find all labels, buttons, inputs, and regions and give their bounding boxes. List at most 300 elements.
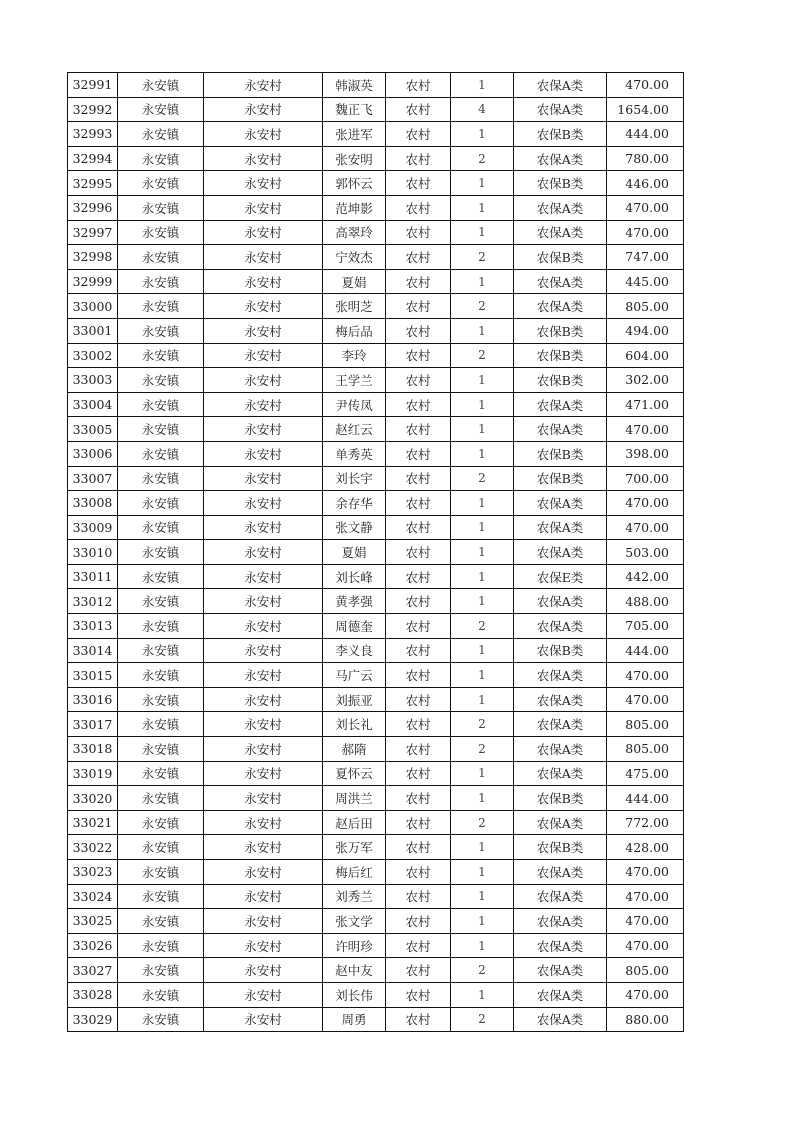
town-cell: 永安镇 bbox=[118, 663, 204, 688]
person-name-cell: 刘长峰 bbox=[323, 564, 386, 589]
person-name-cell: 张文静 bbox=[323, 515, 386, 540]
records-table bbox=[67, 72, 684, 1032]
amount-cell: 470.00 bbox=[607, 515, 684, 540]
person-name-cell: 王学兰 bbox=[323, 368, 386, 393]
member-count-cell: 1 bbox=[451, 73, 514, 98]
member-count-cell: 2 bbox=[451, 737, 514, 762]
person-name-cell: 刘长礼 bbox=[323, 712, 386, 737]
table-row bbox=[68, 220, 684, 245]
amount-cell: 747.00 bbox=[607, 245, 684, 270]
table-row bbox=[68, 909, 684, 934]
member-count-cell: 1 bbox=[451, 933, 514, 958]
village-cell: 永安村 bbox=[204, 982, 323, 1007]
person-name-cell: 周勇 bbox=[323, 1007, 386, 1032]
amount-cell: 470.00 bbox=[607, 491, 684, 516]
household-type-cell: 农村 bbox=[386, 245, 451, 270]
village-cell: 永安村 bbox=[204, 171, 323, 196]
person-name-cell: 高翠玲 bbox=[323, 220, 386, 245]
village-cell: 永安村 bbox=[204, 884, 323, 909]
table-body bbox=[68, 73, 684, 1032]
household-type-cell: 农村 bbox=[386, 515, 451, 540]
table-row bbox=[68, 933, 684, 958]
table-row bbox=[68, 540, 684, 565]
table-row bbox=[68, 737, 684, 762]
town-cell: 永安镇 bbox=[118, 318, 204, 343]
village-cell: 永安村 bbox=[204, 663, 323, 688]
village-cell: 永安村 bbox=[204, 245, 323, 270]
amount-cell: 444.00 bbox=[607, 786, 684, 811]
person-name-cell: 余存华 bbox=[323, 491, 386, 516]
table-row bbox=[68, 589, 684, 614]
member-count-cell: 1 bbox=[451, 220, 514, 245]
person-name-cell: 尹传凤 bbox=[323, 392, 386, 417]
record-id-cell: 33009 bbox=[68, 515, 118, 540]
record-id-cell: 33020 bbox=[68, 786, 118, 811]
person-name-cell: 单秀英 bbox=[323, 441, 386, 466]
record-id-cell: 33026 bbox=[68, 933, 118, 958]
household-type-cell: 农村 bbox=[386, 466, 451, 491]
record-id-cell: 33012 bbox=[68, 589, 118, 614]
village-cell: 永安村 bbox=[204, 491, 323, 516]
insurance-category-cell: 农保B类 bbox=[514, 245, 607, 270]
member-count-cell: 1 bbox=[451, 638, 514, 663]
household-type-cell: 农村 bbox=[386, 392, 451, 417]
record-id-cell: 33010 bbox=[68, 540, 118, 565]
town-cell: 永安镇 bbox=[118, 1007, 204, 1032]
person-name-cell: 张万军 bbox=[323, 835, 386, 860]
household-type-cell: 农村 bbox=[386, 712, 451, 737]
member-count-cell: 1 bbox=[451, 515, 514, 540]
household-type-cell: 农村 bbox=[386, 1007, 451, 1032]
member-count-cell: 1 bbox=[451, 687, 514, 712]
amount-cell: 445.00 bbox=[607, 269, 684, 294]
insurance-category-cell: 农保A类 bbox=[514, 737, 607, 762]
person-name-cell: 魏正飞 bbox=[323, 97, 386, 122]
table-row bbox=[68, 466, 684, 491]
member-count-cell: 2 bbox=[451, 146, 514, 171]
table-row bbox=[68, 614, 684, 639]
amount-cell: 470.00 bbox=[607, 687, 684, 712]
town-cell: 永安镇 bbox=[118, 392, 204, 417]
member-count-cell: 1 bbox=[451, 540, 514, 565]
member-count-cell: 1 bbox=[451, 663, 514, 688]
member-count-cell: 2 bbox=[451, 466, 514, 491]
member-count-cell: 2 bbox=[451, 343, 514, 368]
town-cell: 永安镇 bbox=[118, 810, 204, 835]
record-id-cell: 32993 bbox=[68, 122, 118, 147]
member-count-cell: 1 bbox=[451, 982, 514, 1007]
town-cell: 永安镇 bbox=[118, 933, 204, 958]
insurance-category-cell: 农保A类 bbox=[514, 958, 607, 983]
amount-cell: 444.00 bbox=[607, 122, 684, 147]
insurance-category-cell: 农保A类 bbox=[514, 810, 607, 835]
household-type-cell: 农村 bbox=[386, 122, 451, 147]
amount-cell: 470.00 bbox=[607, 982, 684, 1007]
household-type-cell: 农村 bbox=[386, 835, 451, 860]
amount-cell: 428.00 bbox=[607, 835, 684, 860]
table-row bbox=[68, 810, 684, 835]
amount-cell: 805.00 bbox=[607, 737, 684, 762]
record-id-cell: 33023 bbox=[68, 860, 118, 885]
town-cell: 永安镇 bbox=[118, 146, 204, 171]
member-count-cell: 1 bbox=[451, 368, 514, 393]
member-count-cell: 2 bbox=[451, 245, 514, 270]
record-id-cell: 33024 bbox=[68, 884, 118, 909]
household-type-cell: 农村 bbox=[386, 441, 451, 466]
record-id-cell: 33003 bbox=[68, 368, 118, 393]
amount-cell: 470.00 bbox=[607, 860, 684, 885]
record-id-cell: 33002 bbox=[68, 343, 118, 368]
table-row bbox=[68, 515, 684, 540]
table-row bbox=[68, 1007, 684, 1032]
table-row bbox=[68, 638, 684, 663]
village-cell: 永安村 bbox=[204, 687, 323, 712]
person-name-cell: 刘振亚 bbox=[323, 687, 386, 712]
person-name-cell: 张文学 bbox=[323, 909, 386, 934]
amount-cell: 700.00 bbox=[607, 466, 684, 491]
record-id-cell: 32991 bbox=[68, 73, 118, 98]
household-type-cell: 农村 bbox=[386, 909, 451, 934]
household-type-cell: 农村 bbox=[386, 195, 451, 220]
town-cell: 永安镇 bbox=[118, 687, 204, 712]
record-id-cell: 33011 bbox=[68, 564, 118, 589]
village-cell: 永安村 bbox=[204, 318, 323, 343]
amount-cell: 494.00 bbox=[607, 318, 684, 343]
village-cell: 永安村 bbox=[204, 122, 323, 147]
person-name-cell: 范坤影 bbox=[323, 195, 386, 220]
member-count-cell: 1 bbox=[451, 564, 514, 589]
person-name-cell: 许明珍 bbox=[323, 933, 386, 958]
table-row bbox=[68, 97, 684, 122]
household-type-cell: 农村 bbox=[386, 786, 451, 811]
person-name-cell: 赵红云 bbox=[323, 417, 386, 442]
member-count-cell: 1 bbox=[451, 269, 514, 294]
household-type-cell: 农村 bbox=[386, 982, 451, 1007]
amount-cell: 470.00 bbox=[607, 73, 684, 98]
amount-cell: 772.00 bbox=[607, 810, 684, 835]
village-cell: 永安村 bbox=[204, 269, 323, 294]
insurance-category-cell: 农保A类 bbox=[514, 220, 607, 245]
insurance-category-cell: 农保A类 bbox=[514, 392, 607, 417]
member-count-cell: 1 bbox=[451, 195, 514, 220]
household-type-cell: 农村 bbox=[386, 737, 451, 762]
insurance-category-cell: 农保B类 bbox=[514, 368, 607, 393]
member-count-cell: 1 bbox=[451, 589, 514, 614]
insurance-category-cell: 农保A类 bbox=[514, 417, 607, 442]
village-cell: 永安村 bbox=[204, 933, 323, 958]
amount-cell: 805.00 bbox=[607, 294, 684, 319]
village-cell: 永安村 bbox=[204, 860, 323, 885]
amount-cell: 805.00 bbox=[607, 712, 684, 737]
amount-cell: 470.00 bbox=[607, 909, 684, 934]
insurance-category-cell: 农保B类 bbox=[514, 466, 607, 491]
person-name-cell: 刘秀兰 bbox=[323, 884, 386, 909]
town-cell: 永安镇 bbox=[118, 195, 204, 220]
insurance-category-cell: 农保A类 bbox=[514, 491, 607, 516]
insurance-category-cell: 农保A类 bbox=[514, 687, 607, 712]
person-name-cell: 郭怀云 bbox=[323, 171, 386, 196]
member-count-cell: 1 bbox=[451, 909, 514, 934]
person-name-cell: 梅后红 bbox=[323, 860, 386, 885]
person-name-cell: 黄孝强 bbox=[323, 589, 386, 614]
table-row bbox=[68, 245, 684, 270]
amount-cell: 470.00 bbox=[607, 220, 684, 245]
insurance-category-cell: 农保A类 bbox=[514, 294, 607, 319]
insurance-category-cell: 农保A类 bbox=[514, 146, 607, 171]
household-type-cell: 农村 bbox=[386, 343, 451, 368]
household-type-cell: 农村 bbox=[386, 491, 451, 516]
member-count-cell: 1 bbox=[451, 318, 514, 343]
household-type-cell: 农村 bbox=[386, 318, 451, 343]
village-cell: 永安村 bbox=[204, 195, 323, 220]
amount-cell: 470.00 bbox=[607, 417, 684, 442]
town-cell: 永安镇 bbox=[118, 491, 204, 516]
person-name-cell: 李义良 bbox=[323, 638, 386, 663]
person-name-cell: 刘长伟 bbox=[323, 982, 386, 1007]
member-count-cell: 2 bbox=[451, 810, 514, 835]
household-type-cell: 农村 bbox=[386, 146, 451, 171]
member-count-cell: 1 bbox=[451, 392, 514, 417]
town-cell: 永安镇 bbox=[118, 269, 204, 294]
insurance-category-cell: 农保B类 bbox=[514, 786, 607, 811]
town-cell: 永安镇 bbox=[118, 122, 204, 147]
insurance-category-cell: 农保A类 bbox=[514, 73, 607, 98]
table-row bbox=[68, 73, 684, 98]
amount-cell: 470.00 bbox=[607, 195, 684, 220]
table-row bbox=[68, 294, 684, 319]
member-count-cell: 1 bbox=[451, 417, 514, 442]
village-cell: 永安村 bbox=[204, 712, 323, 737]
household-type-cell: 农村 bbox=[386, 73, 451, 98]
table-row bbox=[68, 171, 684, 196]
insurance-category-cell: 农保A类 bbox=[514, 860, 607, 885]
record-id-cell: 33019 bbox=[68, 761, 118, 786]
insurance-category-cell: 农保B类 bbox=[514, 122, 607, 147]
member-count-cell: 1 bbox=[451, 786, 514, 811]
town-cell: 永安镇 bbox=[118, 368, 204, 393]
member-count-cell: 1 bbox=[451, 171, 514, 196]
household-type-cell: 农村 bbox=[386, 687, 451, 712]
table-row bbox=[68, 786, 684, 811]
person-name-cell: 夏怀云 bbox=[323, 761, 386, 786]
insurance-category-cell: 农保B类 bbox=[514, 343, 607, 368]
town-cell: 永安镇 bbox=[118, 614, 204, 639]
record-id-cell: 33028 bbox=[68, 982, 118, 1007]
person-name-cell: 张进军 bbox=[323, 122, 386, 147]
table-row bbox=[68, 122, 684, 147]
table-row bbox=[68, 343, 684, 368]
insurance-category-cell: 农保A类 bbox=[514, 589, 607, 614]
member-count-cell: 1 bbox=[451, 441, 514, 466]
household-type-cell: 农村 bbox=[386, 294, 451, 319]
town-cell: 永安镇 bbox=[118, 97, 204, 122]
town-cell: 永安镇 bbox=[118, 737, 204, 762]
record-id-cell: 32995 bbox=[68, 171, 118, 196]
household-type-cell: 农村 bbox=[386, 663, 451, 688]
table-row bbox=[68, 441, 684, 466]
household-type-cell: 农村 bbox=[386, 884, 451, 909]
household-type-cell: 农村 bbox=[386, 220, 451, 245]
amount-cell: 470.00 bbox=[607, 663, 684, 688]
village-cell: 永安村 bbox=[204, 220, 323, 245]
record-id-cell: 33022 bbox=[68, 835, 118, 860]
table-row bbox=[68, 687, 684, 712]
insurance-category-cell: 农保B类 bbox=[514, 318, 607, 343]
table-row bbox=[68, 958, 684, 983]
person-name-cell: 刘长宇 bbox=[323, 466, 386, 491]
table-row bbox=[68, 195, 684, 220]
village-cell: 永安村 bbox=[204, 614, 323, 639]
record-id-cell: 32994 bbox=[68, 146, 118, 171]
record-id-cell: 32998 bbox=[68, 245, 118, 270]
insurance-category-cell: 农保A类 bbox=[514, 909, 607, 934]
amount-cell: 442.00 bbox=[607, 564, 684, 589]
table-row bbox=[68, 417, 684, 442]
town-cell: 永安镇 bbox=[118, 958, 204, 983]
record-id-cell: 33029 bbox=[68, 1007, 118, 1032]
village-cell: 永安村 bbox=[204, 343, 323, 368]
village-cell: 永安村 bbox=[204, 786, 323, 811]
town-cell: 永安镇 bbox=[118, 564, 204, 589]
village-cell: 永安村 bbox=[204, 392, 323, 417]
amount-cell: 705.00 bbox=[607, 614, 684, 639]
village-cell: 永安村 bbox=[204, 810, 323, 835]
table-row bbox=[68, 712, 684, 737]
insurance-category-cell: 农保A类 bbox=[514, 614, 607, 639]
table-row bbox=[68, 982, 684, 1007]
village-cell: 永安村 bbox=[204, 540, 323, 565]
member-count-cell: 1 bbox=[451, 884, 514, 909]
member-count-cell: 1 bbox=[451, 835, 514, 860]
record-id-cell: 32996 bbox=[68, 195, 118, 220]
insurance-category-cell: 农保A类 bbox=[514, 884, 607, 909]
town-cell: 永安镇 bbox=[118, 786, 204, 811]
amount-cell: 488.00 bbox=[607, 589, 684, 614]
village-cell: 永安村 bbox=[204, 73, 323, 98]
record-id-cell: 32999 bbox=[68, 269, 118, 294]
insurance-category-cell: 农保A类 bbox=[514, 712, 607, 737]
amount-cell: 1654.00 bbox=[607, 97, 684, 122]
table-row bbox=[68, 368, 684, 393]
amount-cell: 503.00 bbox=[607, 540, 684, 565]
person-name-cell: 韩淑英 bbox=[323, 73, 386, 98]
amount-cell: 604.00 bbox=[607, 343, 684, 368]
member-count-cell: 1 bbox=[451, 860, 514, 885]
town-cell: 永安镇 bbox=[118, 761, 204, 786]
record-id-cell: 33015 bbox=[68, 663, 118, 688]
record-id-cell: 33027 bbox=[68, 958, 118, 983]
person-name-cell: 赵后田 bbox=[323, 810, 386, 835]
record-id-cell: 33025 bbox=[68, 909, 118, 934]
village-cell: 永安村 bbox=[204, 294, 323, 319]
member-count-cell: 2 bbox=[451, 1007, 514, 1032]
amount-cell: 880.00 bbox=[607, 1007, 684, 1032]
insurance-category-cell: 农保A类 bbox=[514, 1007, 607, 1032]
town-cell: 永安镇 bbox=[118, 860, 204, 885]
household-type-cell: 农村 bbox=[386, 860, 451, 885]
town-cell: 永安镇 bbox=[118, 982, 204, 1007]
insurance-category-cell: 农保A类 bbox=[514, 540, 607, 565]
town-cell: 永安镇 bbox=[118, 417, 204, 442]
amount-cell: 470.00 bbox=[607, 884, 684, 909]
amount-cell: 475.00 bbox=[607, 761, 684, 786]
person-name-cell: 张安明 bbox=[323, 146, 386, 171]
person-name-cell: 宁效杰 bbox=[323, 245, 386, 270]
household-type-cell: 农村 bbox=[386, 171, 451, 196]
record-id-cell: 33006 bbox=[68, 441, 118, 466]
member-count-cell: 2 bbox=[451, 294, 514, 319]
household-type-cell: 农村 bbox=[386, 933, 451, 958]
person-name-cell: 周德奎 bbox=[323, 614, 386, 639]
member-count-cell: 1 bbox=[451, 122, 514, 147]
household-type-cell: 农村 bbox=[386, 417, 451, 442]
amount-cell: 780.00 bbox=[607, 146, 684, 171]
household-type-cell: 农村 bbox=[386, 810, 451, 835]
village-cell: 永安村 bbox=[204, 737, 323, 762]
record-id-cell: 33014 bbox=[68, 638, 118, 663]
member-count-cell: 2 bbox=[451, 958, 514, 983]
person-name-cell: 郝隋 bbox=[323, 737, 386, 762]
insurance-category-cell: 农保A类 bbox=[514, 97, 607, 122]
member-count-cell: 4 bbox=[451, 97, 514, 122]
record-id-cell: 33005 bbox=[68, 417, 118, 442]
record-id-cell: 33004 bbox=[68, 392, 118, 417]
member-count-cell: 2 bbox=[451, 712, 514, 737]
person-name-cell: 李玲 bbox=[323, 343, 386, 368]
household-type-cell: 农村 bbox=[386, 564, 451, 589]
table-row bbox=[68, 663, 684, 688]
person-name-cell: 马广云 bbox=[323, 663, 386, 688]
household-type-cell: 农村 bbox=[386, 368, 451, 393]
town-cell: 永安镇 bbox=[118, 540, 204, 565]
village-cell: 永安村 bbox=[204, 909, 323, 934]
amount-cell: 446.00 bbox=[607, 171, 684, 196]
household-type-cell: 农村 bbox=[386, 540, 451, 565]
member-count-cell: 2 bbox=[451, 614, 514, 639]
village-cell: 永安村 bbox=[204, 368, 323, 393]
record-id-cell: 33013 bbox=[68, 614, 118, 639]
person-name-cell: 赵中友 bbox=[323, 958, 386, 983]
town-cell: 永安镇 bbox=[118, 835, 204, 860]
household-type-cell: 农村 bbox=[386, 761, 451, 786]
record-id-cell: 33018 bbox=[68, 737, 118, 762]
table-row bbox=[68, 884, 684, 909]
village-cell: 永安村 bbox=[204, 515, 323, 540]
record-id-cell: 33007 bbox=[68, 466, 118, 491]
record-id-cell: 32992 bbox=[68, 97, 118, 122]
insurance-category-cell: 农保A类 bbox=[514, 933, 607, 958]
insurance-category-cell: 农保A类 bbox=[514, 982, 607, 1007]
table-row bbox=[68, 146, 684, 171]
town-cell: 永安镇 bbox=[118, 294, 204, 319]
insurance-category-cell: 农保A类 bbox=[514, 515, 607, 540]
table-row bbox=[68, 392, 684, 417]
person-name-cell: 周洪兰 bbox=[323, 786, 386, 811]
household-type-cell: 农村 bbox=[386, 97, 451, 122]
record-id-cell: 33008 bbox=[68, 491, 118, 516]
insurance-category-cell: 农保B类 bbox=[514, 835, 607, 860]
table-row bbox=[68, 318, 684, 343]
insurance-category-cell: 农保A类 bbox=[514, 269, 607, 294]
insurance-category-cell: 农保A类 bbox=[514, 195, 607, 220]
village-cell: 永安村 bbox=[204, 466, 323, 491]
person-name-cell: 夏娟 bbox=[323, 269, 386, 294]
village-cell: 永安村 bbox=[204, 638, 323, 663]
insurance-category-cell: 农保B类 bbox=[514, 638, 607, 663]
insurance-category-cell: 农保B类 bbox=[514, 171, 607, 196]
insurance-category-cell: 农保A类 bbox=[514, 761, 607, 786]
village-cell: 永安村 bbox=[204, 417, 323, 442]
